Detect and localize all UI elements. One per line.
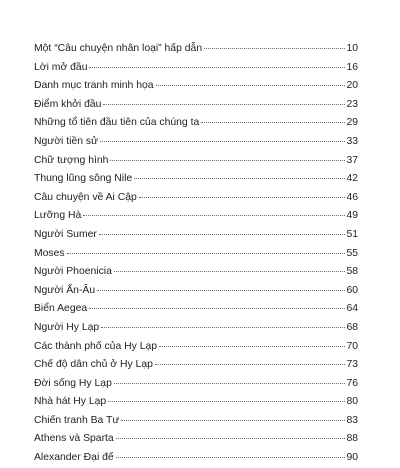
toc-entry-title: Những tổ tiên đầu tiên của chúng ta bbox=[34, 117, 200, 129]
toc-entry-title: Người Hy Lạp bbox=[34, 321, 100, 333]
leader-dots bbox=[114, 383, 346, 384]
toc-entry-page: 60 bbox=[346, 284, 358, 296]
toc-entry-title: Chiến tranh Ba Tư bbox=[34, 414, 120, 426]
toc-entry-title: Câu chuyện về Ai Cập bbox=[34, 191, 137, 203]
toc-entry[interactable] bbox=[34, 152, 358, 171]
leader-dots bbox=[108, 401, 345, 402]
toc-entry[interactable] bbox=[34, 300, 358, 319]
toc-entry[interactable] bbox=[34, 59, 358, 78]
leader-dots bbox=[139, 197, 346, 198]
toc-entry-title: Người Sumer bbox=[34, 228, 97, 240]
toc-entry[interactable] bbox=[34, 356, 358, 375]
leader-dots bbox=[121, 420, 345, 421]
toc-entry-title: Người Phoenicia bbox=[34, 266, 112, 278]
toc-entry-title: Nhà hát Hy Lạp bbox=[34, 396, 107, 408]
toc-entry-title: Athens và Sparta bbox=[34, 433, 114, 445]
toc-entry-page: 73 bbox=[346, 359, 358, 371]
toc-entry[interactable] bbox=[34, 338, 358, 357]
toc-entry[interactable] bbox=[34, 96, 358, 115]
toc-entry[interactable] bbox=[34, 189, 358, 208]
leader-dots bbox=[100, 141, 345, 142]
toc-entry-page: 90 bbox=[346, 452, 358, 464]
toc-entry-page: 58 bbox=[346, 266, 358, 278]
leader-dots bbox=[159, 346, 345, 347]
toc-entry[interactable] bbox=[34, 207, 358, 226]
toc-entry-title: Người Ấn-Âu bbox=[34, 284, 96, 296]
leader-dots bbox=[204, 48, 345, 49]
toc-entry-page: 46 bbox=[346, 191, 358, 203]
toc-entry-title: Chữ tượng hình bbox=[34, 154, 109, 166]
leader-dots bbox=[89, 67, 345, 68]
toc-entry[interactable] bbox=[34, 40, 358, 59]
toc-entry[interactable] bbox=[34, 77, 358, 96]
toc-entry-title: Điểm khởi đầu bbox=[34, 98, 102, 110]
toc-entry[interactable] bbox=[34, 133, 358, 152]
toc-entry-page: 80 bbox=[346, 396, 358, 408]
toc-entry-page: 29 bbox=[346, 117, 358, 129]
toc-entry-title: Chế độ dân chủ ở Hy Lạp bbox=[34, 359, 153, 371]
toc-entry[interactable] bbox=[34, 319, 358, 338]
toc-entry-title: Thung lũng sông Nile bbox=[34, 173, 133, 185]
toc-entry-title: Người tiền sử bbox=[34, 135, 99, 147]
toc-entry-title: Một “Câu chuyện nhân loại” hấp dẫn bbox=[34, 43, 203, 54]
toc-entry-page: 33 bbox=[346, 135, 358, 147]
leader-dots bbox=[134, 178, 345, 179]
toc-entry-page: 76 bbox=[346, 377, 358, 389]
toc-entry[interactable] bbox=[34, 226, 358, 245]
leader-dots bbox=[110, 160, 345, 161]
leader-dots bbox=[116, 438, 346, 439]
leader-dots bbox=[83, 215, 345, 216]
leader-dots bbox=[155, 364, 346, 365]
toc-entry-page: 10 bbox=[346, 43, 358, 54]
toc-entry-page: 83 bbox=[346, 414, 358, 426]
toc-entry[interactable] bbox=[34, 170, 358, 189]
toc-entry-page: 68 bbox=[346, 321, 358, 333]
toc-entry-page: 16 bbox=[346, 61, 358, 73]
toc-entry-page: 42 bbox=[346, 173, 358, 185]
toc-entry[interactable] bbox=[34, 245, 358, 264]
leader-dots bbox=[116, 457, 346, 458]
toc-entry-title: Lời mở đầu bbox=[34, 61, 88, 73]
toc-entry[interactable] bbox=[34, 393, 358, 412]
toc-entry[interactable] bbox=[34, 430, 358, 449]
toc-entry-page: 70 bbox=[346, 340, 358, 352]
toc-entry-page: 55 bbox=[346, 247, 358, 259]
toc-entry-title: Đời sống Hy Lạp bbox=[34, 377, 112, 389]
leader-dots bbox=[114, 271, 346, 272]
toc-entry[interactable] bbox=[34, 263, 358, 282]
toc-entry[interactable] bbox=[34, 449, 358, 468]
toc-entry-page: 23 bbox=[346, 98, 358, 110]
toc-entry[interactable] bbox=[34, 412, 358, 431]
leader-dots bbox=[89, 308, 345, 309]
toc-entry-page: 49 bbox=[346, 210, 358, 222]
toc-entry-page: 64 bbox=[346, 303, 358, 315]
leader-dots bbox=[97, 290, 345, 291]
table-of-contents bbox=[34, 40, 358, 468]
toc-entry[interactable] bbox=[34, 375, 358, 394]
toc-entry-title: Alexander Đại đế bbox=[34, 452, 114, 464]
leader-dots bbox=[101, 327, 345, 328]
leader-dots bbox=[67, 253, 346, 254]
toc-entry[interactable] bbox=[34, 114, 358, 133]
leader-dots bbox=[99, 234, 346, 235]
leader-dots bbox=[103, 104, 345, 105]
toc-entry-title: Danh mục tranh minh họa bbox=[34, 80, 154, 92]
leader-dots bbox=[156, 85, 346, 86]
toc-entry-title: Các thành phố của Hy Lạp bbox=[34, 340, 158, 352]
toc-entry-title: Biển Aegea bbox=[34, 303, 88, 315]
toc-entry-page: 51 bbox=[346, 228, 358, 240]
toc-entry[interactable] bbox=[34, 282, 358, 301]
toc-entry-page: 88 bbox=[346, 433, 358, 445]
toc-entry-page: 37 bbox=[346, 154, 358, 166]
toc-entry-page: 20 bbox=[346, 80, 358, 92]
toc-entry-title: Lưỡng Hà bbox=[34, 210, 82, 222]
leader-dots bbox=[201, 122, 345, 123]
toc-entry-title: Moses bbox=[34, 247, 65, 259]
